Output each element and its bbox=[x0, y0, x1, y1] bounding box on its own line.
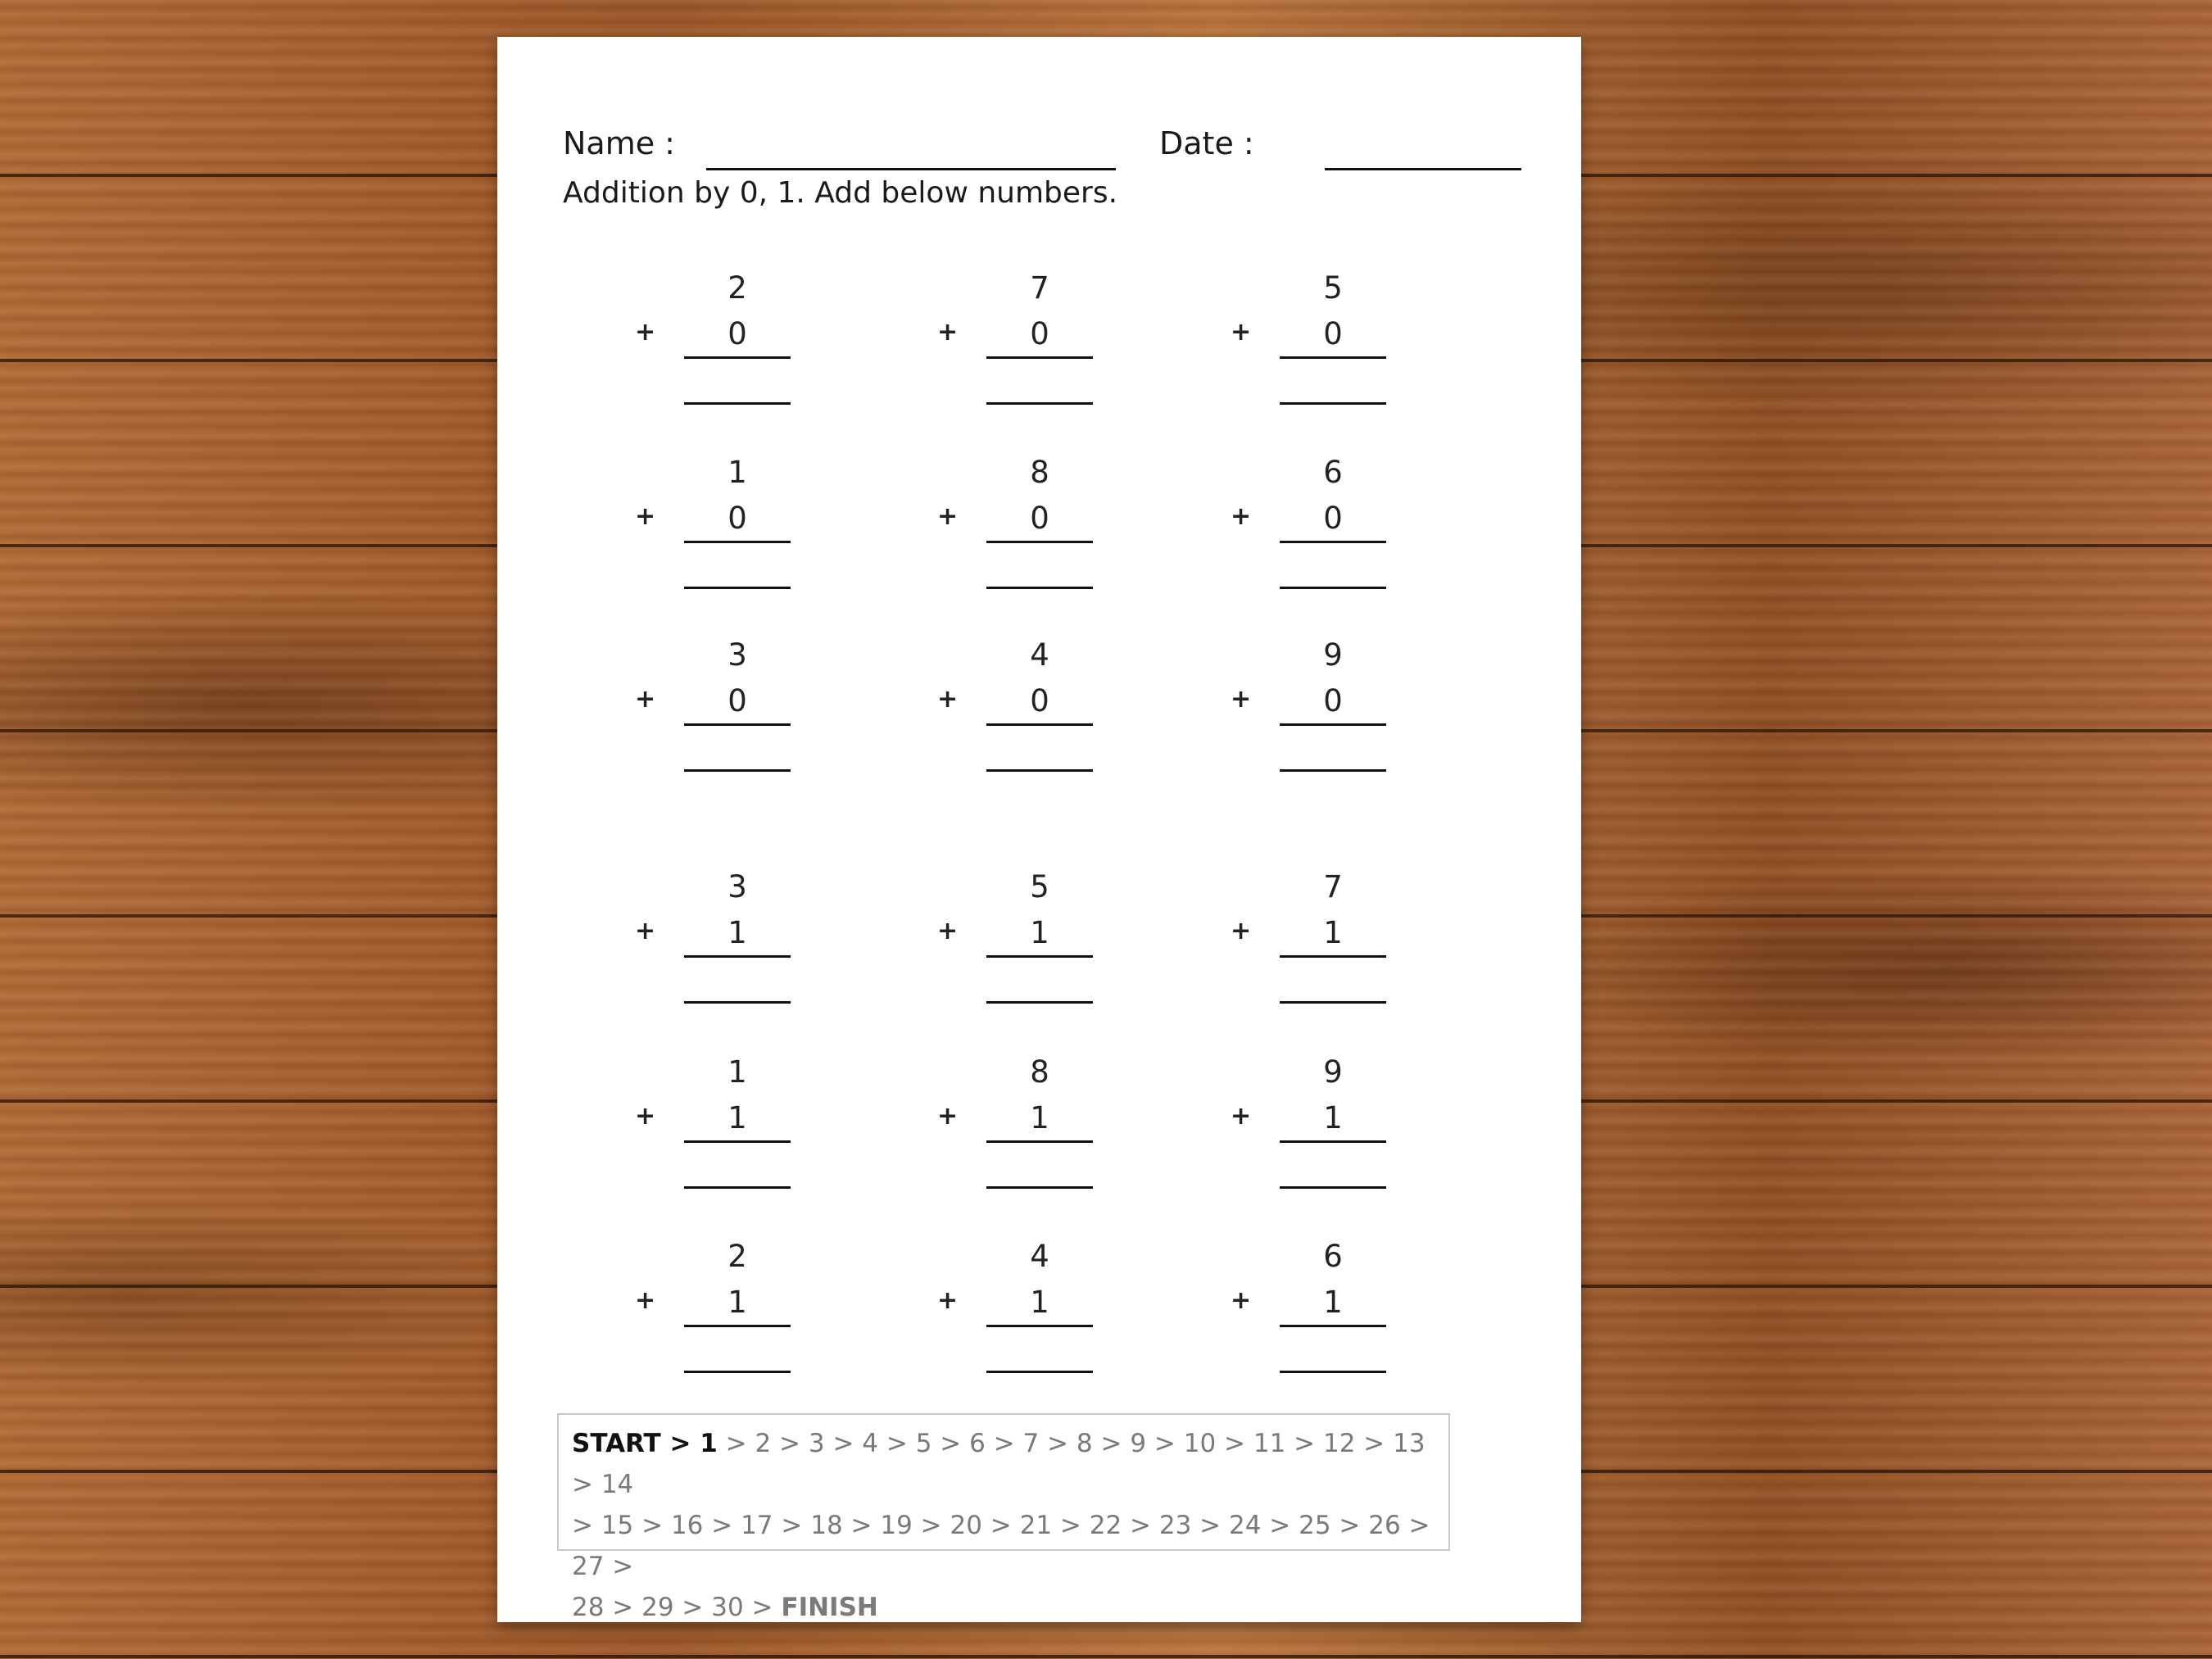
name-label: Name : bbox=[563, 125, 675, 161]
operand-line bbox=[684, 356, 791, 359]
top-number: 9 bbox=[1323, 637, 1343, 673]
top-number: 3 bbox=[728, 869, 747, 904]
bottom-number: 1 bbox=[1030, 1285, 1049, 1320]
plus-sign: + bbox=[937, 1102, 959, 1131]
problem-3 bbox=[1231, 270, 1394, 434]
answer-blank bbox=[1280, 402, 1386, 405]
problem-12 bbox=[1231, 869, 1394, 1033]
operand-line bbox=[986, 541, 1093, 543]
bottom-number: 0 bbox=[728, 501, 747, 536]
top-number: 2 bbox=[728, 1239, 747, 1274]
answer-blank bbox=[986, 1186, 1093, 1189]
plus-sign: + bbox=[937, 318, 959, 347]
name-blank-line bbox=[706, 168, 1116, 170]
bottom-number: 1 bbox=[1323, 1285, 1343, 1320]
plus-sign: + bbox=[937, 917, 959, 945]
answer-blank bbox=[684, 769, 791, 772]
operand-line bbox=[986, 955, 1093, 958]
answer-blank bbox=[684, 1371, 791, 1373]
plus-sign: + bbox=[635, 917, 656, 945]
plus-sign: + bbox=[1231, 318, 1252, 347]
top-number: 1 bbox=[728, 455, 747, 490]
bottom-number: 0 bbox=[1030, 683, 1049, 718]
answer-blank bbox=[684, 402, 791, 405]
answer-blank bbox=[1280, 769, 1386, 772]
answer-blank bbox=[684, 587, 791, 589]
problem-8 bbox=[937, 637, 1101, 801]
operand-line bbox=[986, 356, 1093, 359]
progress-current: START > 1 bbox=[572, 1429, 718, 1458]
operand-line bbox=[684, 541, 791, 543]
problem-7 bbox=[635, 637, 799, 801]
bottom-number: 1 bbox=[728, 1100, 747, 1135]
answer-blank bbox=[986, 1371, 1093, 1373]
bottom-number: 1 bbox=[728, 915, 747, 950]
progress-tracker bbox=[557, 1413, 1450, 1622]
top-number: 8 bbox=[1030, 1054, 1049, 1090]
problem-18 bbox=[1231, 1239, 1394, 1403]
plus-sign: + bbox=[1231, 917, 1252, 945]
operand-line bbox=[986, 1325, 1093, 1327]
worksheet-page bbox=[497, 37, 1581, 1622]
plus-sign: + bbox=[1231, 1102, 1252, 1131]
operand-line bbox=[1280, 955, 1386, 958]
plus-sign: + bbox=[937, 685, 959, 714]
answer-blank bbox=[986, 1001, 1093, 1004]
bottom-number: 0 bbox=[1323, 316, 1343, 351]
answer-blank bbox=[684, 1001, 791, 1004]
plus-sign: + bbox=[635, 318, 656, 347]
plus-sign: + bbox=[1231, 1286, 1252, 1315]
top-number: 4 bbox=[1030, 637, 1049, 673]
bottom-number: 0 bbox=[1323, 501, 1343, 536]
problem-4 bbox=[635, 455, 799, 619]
operand-line bbox=[1280, 1140, 1386, 1143]
problem-15 bbox=[1231, 1054, 1394, 1218]
date-label: Date : bbox=[1159, 125, 1254, 161]
bottom-number: 1 bbox=[1323, 915, 1343, 950]
problem-16 bbox=[635, 1239, 799, 1403]
operand-line bbox=[1280, 356, 1386, 359]
problem-6 bbox=[1231, 455, 1394, 619]
top-number: 3 bbox=[728, 637, 747, 673]
operand-line bbox=[1280, 1325, 1386, 1327]
bottom-number: 1 bbox=[728, 1285, 747, 1320]
top-number: 7 bbox=[1323, 869, 1343, 904]
problem-5 bbox=[937, 455, 1101, 619]
top-number: 1 bbox=[728, 1054, 747, 1090]
instructions: Addition by 0, 1. Add below numbers. bbox=[563, 176, 1118, 210]
top-number: 7 bbox=[1030, 270, 1049, 306]
answer-blank bbox=[986, 769, 1093, 772]
problem-2 bbox=[937, 270, 1101, 434]
bottom-number: 0 bbox=[1323, 683, 1343, 718]
plus-sign: + bbox=[1231, 685, 1252, 714]
operand-line bbox=[684, 723, 791, 726]
operand-line bbox=[1280, 723, 1386, 726]
operand-line bbox=[684, 1325, 791, 1327]
plus-sign: + bbox=[635, 685, 656, 714]
operand-line bbox=[986, 723, 1093, 726]
plus-sign: + bbox=[1231, 502, 1252, 531]
top-number: 5 bbox=[1030, 869, 1049, 904]
bottom-number: 0 bbox=[728, 316, 747, 351]
plus-sign: + bbox=[635, 1102, 656, 1131]
answer-blank bbox=[986, 587, 1093, 589]
problem-9 bbox=[1231, 637, 1394, 801]
answer-blank bbox=[1280, 587, 1386, 589]
plus-sign: + bbox=[937, 502, 959, 531]
problem-13 bbox=[635, 1054, 799, 1218]
top-number: 5 bbox=[1323, 270, 1343, 306]
operand-line bbox=[684, 955, 791, 958]
bottom-number: 0 bbox=[1030, 501, 1049, 536]
problem-11 bbox=[937, 869, 1101, 1033]
bottom-number: 1 bbox=[1030, 1100, 1049, 1135]
bottom-number: 0 bbox=[1030, 316, 1049, 351]
bottom-number: 1 bbox=[1323, 1100, 1343, 1135]
problem-10 bbox=[635, 869, 799, 1033]
date-blank-line bbox=[1325, 168, 1521, 170]
operand-line bbox=[684, 1140, 791, 1143]
bottom-number: 1 bbox=[1030, 915, 1049, 950]
answer-blank bbox=[1280, 1371, 1386, 1373]
operand-line bbox=[986, 1140, 1093, 1143]
problem-17 bbox=[937, 1239, 1101, 1403]
answer-blank bbox=[1280, 1186, 1386, 1189]
bottom-number: 0 bbox=[728, 683, 747, 718]
top-number: 8 bbox=[1030, 455, 1049, 490]
problem-1 bbox=[635, 270, 799, 434]
progress-line-2: > 15 > 16 > 17 > 18 > 19 > 20 > 21 > 22 > 23 > 24 > 25 > 26 > 27 > bbox=[572, 1511, 1430, 1581]
plus-sign: + bbox=[937, 1286, 959, 1315]
progress-steps-1: > 2 > 3 > 4 > 5 > 6 > 7 > 8 > 9 > 10 > 11 > 12 > 13 > 14 bbox=[572, 1429, 1426, 1499]
answer-blank bbox=[684, 1186, 791, 1189]
plus-sign: + bbox=[635, 1286, 656, 1315]
top-number: 6 bbox=[1323, 1239, 1343, 1274]
progress-steps-3: 28 > 29 > 30 > bbox=[572, 1593, 782, 1622]
problem-14 bbox=[937, 1054, 1101, 1218]
plus-sign: + bbox=[635, 502, 656, 531]
top-number: 9 bbox=[1323, 1054, 1343, 1090]
top-number: 6 bbox=[1323, 455, 1343, 490]
answer-blank bbox=[1280, 1001, 1386, 1004]
top-number: 2 bbox=[728, 270, 747, 306]
top-number: 4 bbox=[1030, 1239, 1049, 1274]
progress-finish: FINISH bbox=[781, 1593, 878, 1622]
progress-line-3 bbox=[572, 1587, 1435, 1628]
progress-line-1 bbox=[572, 1423, 1435, 1505]
operand-line bbox=[1280, 541, 1386, 543]
answer-blank bbox=[986, 402, 1093, 405]
